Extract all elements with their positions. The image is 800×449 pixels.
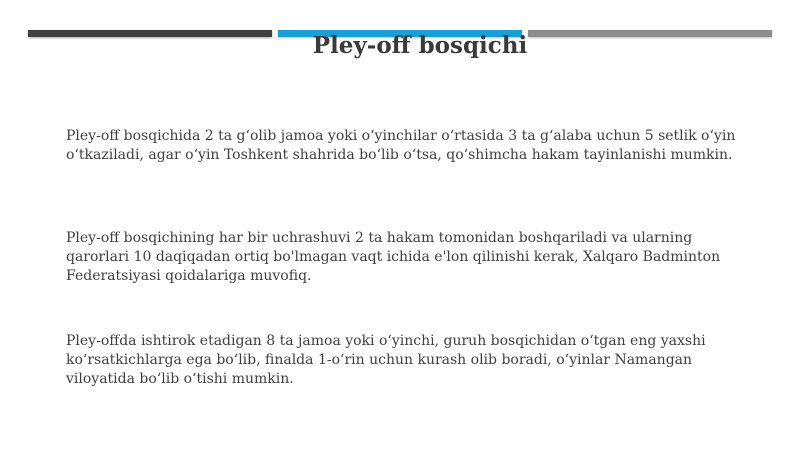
slide-title: Pley-off bosqichi — [312, 32, 528, 59]
paragraph-3: Pley-offda ishtirok etadigan 8 ta jamoa yoki o‘yinchi, guruh bosqichidan o‘tgan eng yaxshi ko‘rsatkichlarga ega bo‘lib, finalda 1-o‘rin uchun kurash olib boradi, o‘yinlar Namangan viloyatida bo‘lib o‘tishi mumkin. — [66, 333, 706, 387]
paragraph-1: Pley-off bosqichida 2 ta g‘olib jamoa yoki o‘yinchilar o‘rtasida 3 ta g‘alaba uchun 5 setlik o‘yin o‘tkaziladi, agar o‘yin Toshkent shahrida bo‘lib o‘tsa, qo‘shimcha hakam tayinlanishi mumkin. — [66, 128, 736, 163]
paragraph-2: Pley-off bosqichining har bir uchrashuvi 2 ta hakam tomonidan boshqariladi va ularning qarorlari 10 daqiqadan ortiq bo'lmagan vaqt ichida e'lon qilinishi kerak, Xalqaro Badminton Federatsiyasi qoidalariga muvofiq. — [66, 230, 721, 284]
